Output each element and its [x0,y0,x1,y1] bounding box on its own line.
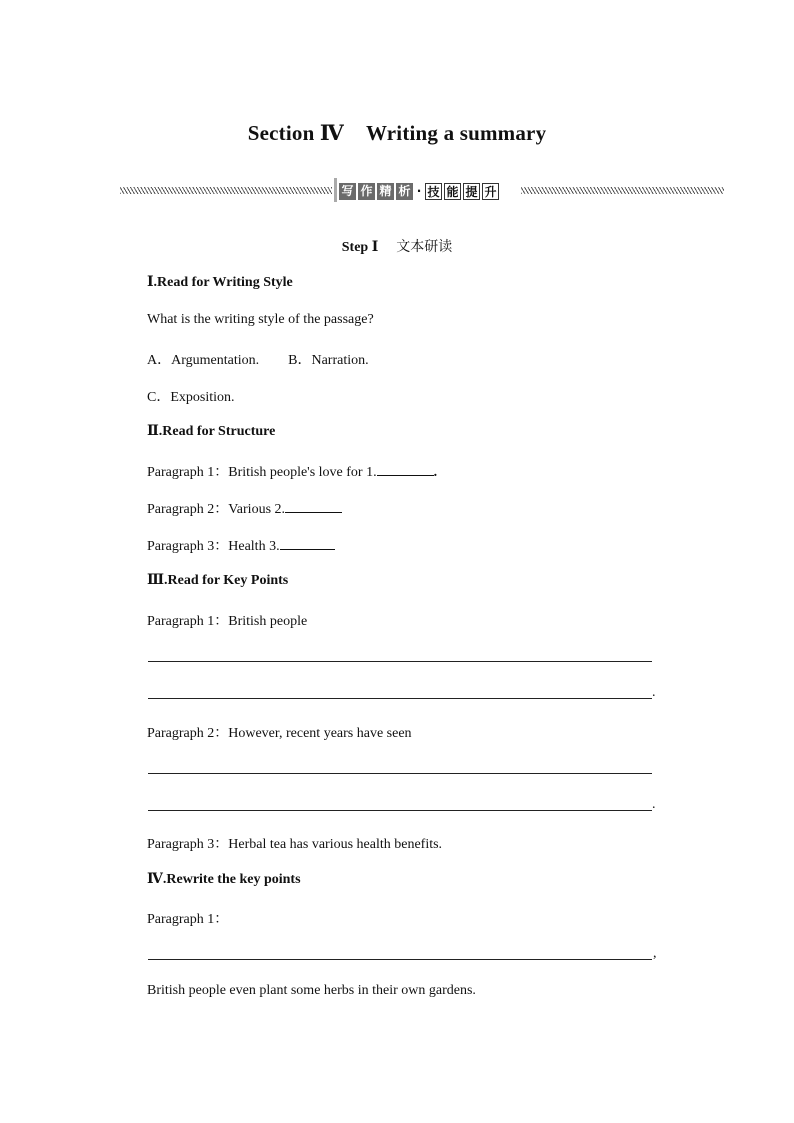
structure-p1-end: . [433,465,438,480]
banner-char: 作 [358,183,375,200]
answer-line[interactable] [148,698,652,699]
line-end-comma: , [653,946,657,961]
option-c[interactable]: C．Exposition. [147,390,235,405]
banner-char: 写 [339,183,356,200]
structure-p1-text: Paragraph 1：British people's love for 1. [147,465,377,480]
structure-paragraph-1 [147,461,437,481]
banner-hatch-left [120,187,332,194]
blank-1-field[interactable] [377,461,434,476]
option-b[interactable]: B．Narration. [288,353,369,368]
step-label: Step Ⅰ [341,240,379,255]
banner-char: 能 [444,183,461,200]
banner-label [339,182,501,200]
banner-char: 析 [396,183,413,200]
banner-char: 升 [482,183,499,200]
step-heading [0,236,794,256]
answer-line[interactable] [148,810,652,811]
question-text: What is the writing style of the passage? [147,312,374,327]
line-end-period: . [652,797,656,812]
structure-p2-text: Paragraph 2：Various 2. [147,502,286,517]
structure-paragraph-3 [147,535,335,555]
structure-p3-text: Paragraph 3：Health 3. [147,539,280,554]
options-row [147,349,369,369]
key-points-paragraph-1: Paragraph 1：British people [147,614,308,629]
banner-marker [334,178,337,202]
key-points-paragraph-3: Paragraph 3：Herbal tea has various health benefits. [147,837,443,852]
title-section: Section Ⅳ [247,121,344,145]
banner-separator: · [416,183,422,198]
answer-line[interactable] [148,959,652,960]
banner-char: 提 [463,183,480,200]
banner-char: 精 [377,183,394,200]
line-end-period: . [652,685,656,700]
page-title [0,120,794,146]
option-a[interactable]: A．Argumentation. [147,353,260,368]
rewrite-continuation: British people even plant some herbs in their own gardens. [147,983,476,998]
banner-hatch-right [521,187,724,194]
section-heading-structure: Ⅱ.Read for Structure [147,424,276,439]
section-heading-rewrite: Ⅳ.Rewrite the key points [147,872,301,887]
section-banner [120,178,724,202]
answer-line[interactable] [148,661,652,662]
blank-2-field[interactable] [285,498,342,513]
section-heading-key-points: Ⅲ.Read for Key Points [147,573,289,588]
structure-paragraph-2 [147,498,342,518]
section-heading-writing-style: Ⅰ.Read for Writing Style [147,275,293,290]
banner-char: 技 [425,183,442,200]
answer-line[interactable] [148,773,652,774]
step-text: 文本研读 [396,240,453,255]
rewrite-paragraph-1: Paragraph 1： [147,912,229,927]
key-points-paragraph-2: Paragraph 2：However, recent years have seen [147,726,412,741]
blank-3-field[interactable] [280,535,335,550]
title-topic: Writing a summary [365,121,547,145]
